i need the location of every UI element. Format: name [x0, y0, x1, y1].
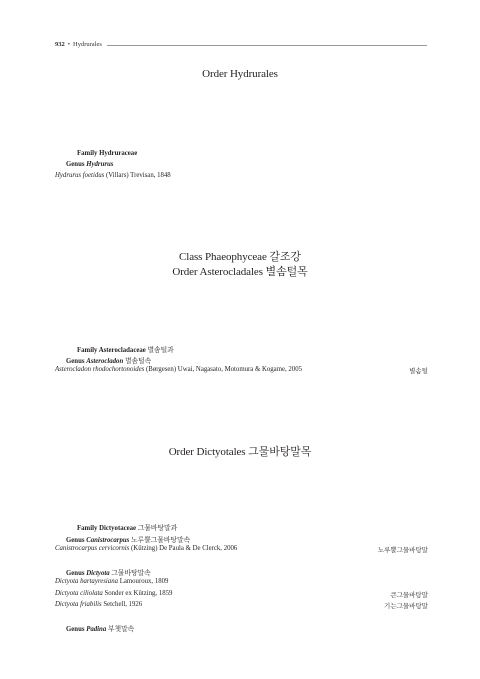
species-entry — [55, 545, 237, 552]
genus-korean-name: 노루뿔그물바탕말속 — [130, 537, 191, 544]
genus-name: Canistrocarpus — [86, 537, 130, 544]
family-korean-name: 별솜털과 — [147, 347, 174, 354]
family-heading — [77, 522, 177, 532]
species-name: Asterocladon rhodochortonoides — [55, 366, 145, 373]
species-korean-name: 별솜털 — [409, 368, 428, 375]
family-heading — [77, 344, 174, 354]
genus-prefix: Genus — [66, 161, 85, 168]
genus-heading — [66, 567, 151, 577]
header-rule — [107, 45, 427, 46]
genus-korean-name: 별솜털속 — [124, 358, 152, 365]
genus-heading — [66, 623, 134, 633]
species-entry — [55, 172, 171, 179]
species-name: Dictyota friabilis — [55, 601, 102, 608]
genus-prefix: Genus — [66, 537, 85, 544]
genus-korean-name: 부챗말속 — [107, 626, 135, 633]
page-number: 932 — [55, 41, 65, 48]
genus-name: Padina — [86, 626, 107, 633]
species-entry — [55, 601, 142, 608]
order-title: Order Hydrurales — [202, 68, 278, 80]
genus-prefix: Genus — [66, 570, 85, 577]
genus-name: Asterocladon — [86, 358, 124, 365]
header-bullet: • — [67, 41, 71, 48]
species-korean-name: 기는그물바탕말 — [384, 603, 428, 610]
species-entry — [55, 578, 168, 585]
species-entry — [55, 366, 302, 373]
class-title: Class Phaeophyceae 갈조강 — [179, 251, 301, 263]
genus-heading — [66, 161, 113, 168]
genus-heading — [66, 355, 151, 365]
species-name: Dictyota bartayresiana — [55, 578, 118, 585]
species-korean-name: 큰그물바탕말 — [390, 592, 428, 599]
header-section: Hydrurales — [73, 41, 102, 48]
species-authority: (Villars) Trevisan, 1848 — [105, 172, 171, 179]
species-name: Dictyota ciliolata — [55, 590, 103, 597]
species-korean-name: 노루뿔그물바탕말 — [377, 547, 428, 554]
genus-heading — [66, 534, 190, 544]
genus-prefix: Genus — [66, 358, 85, 365]
species-authority: Sonder ex Kützing, 1859 — [104, 590, 173, 597]
species-name: Hydrurus foetidus — [55, 172, 105, 179]
running-header — [55, 41, 102, 48]
order-title: Order Dictyotales 그물바탕말목 — [168, 446, 312, 458]
species-authority: (Børgesen) Uwai, Nagasato, Motomura & Kogame, 2005 — [146, 366, 302, 373]
family-name: Family Hydruraceae — [77, 150, 138, 157]
genus-korean-name: 그물바탕말속 — [111, 570, 151, 577]
genus-name: Dictyota — [86, 570, 110, 577]
species-authority: (Kützing) De Paula & De Clerck, 2006 — [131, 545, 238, 552]
species-entry — [55, 590, 172, 597]
order-title: Order Asterocladales 별솜털목 — [172, 266, 308, 278]
species-name: Canistrocarpus cervicornis — [55, 545, 130, 552]
genus-name: Hydrurus — [86, 161, 114, 168]
family-korean-name: 그물바탕말과 — [137, 525, 178, 532]
family-heading — [77, 150, 137, 157]
family-name: Family Asterocladaceae — [77, 347, 146, 354]
species-authority: Lamouroux, 1809 — [119, 578, 169, 585]
family-name: Family Dictyotaceae — [77, 525, 137, 532]
species-authority: Setchell, 1926 — [103, 601, 143, 608]
genus-prefix: Genus — [66, 626, 85, 633]
